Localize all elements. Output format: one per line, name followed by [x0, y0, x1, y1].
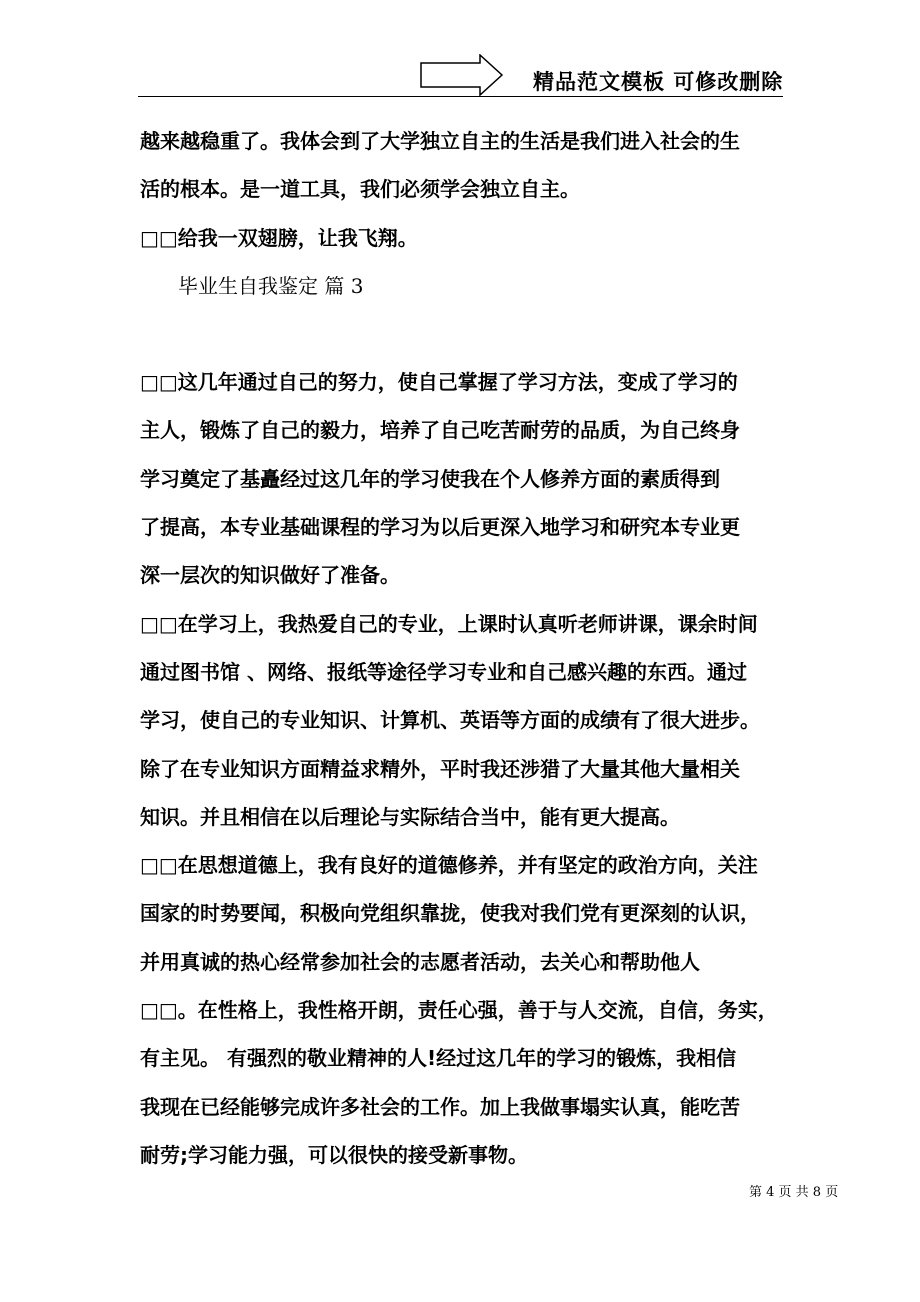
- header-title: 精品范文模板 可修改删除: [533, 70, 784, 94]
- body-line: 知识。并且相信在以后理论与实际结合当中，能有更大提高。: [140, 804, 680, 829]
- body-line: 国家的时势要闻，积极向党组织靠拢，使我对我们党有更深刻的认识，: [140, 901, 760, 926]
- body-line: □□。在性格上，我性格开朗，责任心强，善于与人交流，自信，务实，: [140, 998, 778, 1023]
- body-line: 了提高，本专业基础课程的学习为以后更深入地学习和研究本专业更: [140, 515, 740, 540]
- body-line: 并用真诚的热心经常参加社会的志愿者活动，去关心和帮助他人: [140, 949, 700, 974]
- section-heading: 毕业生自我鉴定 篇 3: [178, 273, 364, 298]
- page-header: [0, 0, 920, 100]
- body-line: 有主见。 有强烈的敬业精神的人!经过这几年的学习的锻炼，我相信: [140, 1046, 737, 1071]
- body-line: 我现在已经能够完成许多社会的工作。加上我做事塌实认真，能吃苦: [140, 1094, 740, 1119]
- blank-line: [140, 310, 790, 358]
- body-line: 学习奠定了基矗经过这几年的学习使我在个人修养方面的素质得到: [140, 466, 720, 491]
- body-line: 深一层次的知识做好了准备。: [140, 563, 400, 588]
- body-line: 通过图书馆 、网络、报纸等途径学习专业和自己感兴趣的东西。通过: [140, 659, 747, 684]
- body-line: □□在思想道德上，我有良好的道德修养，并有坚定的政治方向，关注: [140, 853, 758, 878]
- body-line: 越来越稳重了。我体会到了大学独立自主的生活是我们进入社会的生: [140, 129, 740, 153]
- page-number: 第 4 页 共 8 页: [749, 1185, 839, 1200]
- body-line: □□这几年通过自己的努力，使自己掌握了学习方法，变成了学习的: [140, 370, 738, 395]
- body-line: 耐劳;学习能力强，可以很快的接受新事物。: [140, 1142, 528, 1167]
- body-line: □□给我一双翅膀，让我飞翔。: [140, 225, 418, 250]
- body-line: 学习，使自己的专业知识、计算机、英语等方面的成绩有了很大进步。: [140, 708, 760, 733]
- body-line: □□在学习上，我热爱自己的专业，上课时认真听老师讲课，课余时间: [140, 611, 758, 636]
- document-body: [140, 117, 790, 1179]
- body-line: 主人，锻炼了自己的毅力，培养了自己吃苦耐劳的品质，为自己终身: [140, 418, 740, 443]
- body-line: 除了在专业知识方面精益求精外，平时我还涉猎了大量其他大量相关: [140, 756, 740, 781]
- body-line: 活的根本。是一道工具，我们必须学会独立自主。: [140, 177, 580, 202]
- arrow-right-icon: [420, 54, 504, 96]
- header-divider: [138, 96, 783, 97]
